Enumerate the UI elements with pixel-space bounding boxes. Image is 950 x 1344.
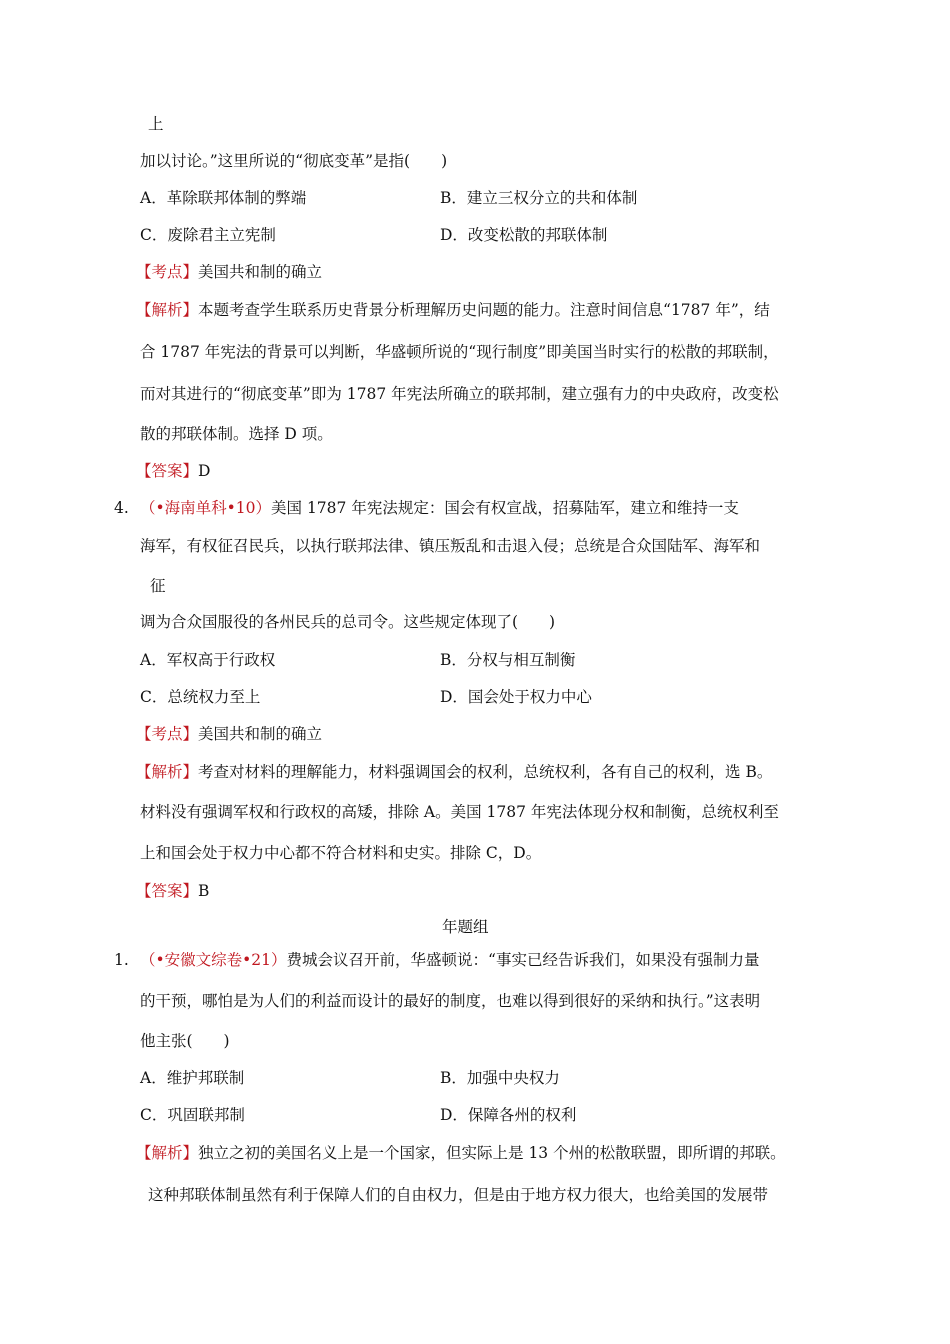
q3-line-0: 上 xyxy=(148,115,164,133)
kaodian-text: 美国共和制的确立 xyxy=(198,263,323,281)
kaodian-tag: 【考点】 xyxy=(136,263,199,281)
daan-text: B xyxy=(198,882,210,900)
kaodian-tag: 【考点】 xyxy=(136,725,199,743)
q4-source: （•海南单科•10） xyxy=(140,499,272,517)
jiexi-tag: 【解析】 xyxy=(136,763,199,781)
q3-option-d: D．改变松散的邦联体制 xyxy=(440,226,608,244)
daan-tag: 【答案】 xyxy=(136,882,199,900)
q3-stem-line: 加以讨论。”这里所说的“彻底变革”是指( ) xyxy=(140,152,448,170)
q4-stem-line-3: 征 xyxy=(150,577,166,595)
q1-stem-line-1: 费城会议召开前，华盛顿说：“事实已经告诉我们，如果没有强制力量 xyxy=(286,951,760,969)
q3-kaodian xyxy=(136,262,322,282)
q1-option-d: D．保障各州的权利 xyxy=(440,1106,577,1124)
q1-source: （•安徽文综卷•21） xyxy=(140,951,287,969)
q3-jiexi-line-3: 而对其进行的“彻底变革”即为 1787 年宪法所确立的联邦制，建立强有力的中央政府，改变松 xyxy=(140,385,779,403)
q4-option-b: B．分权与相互制衡 xyxy=(440,651,576,669)
q1-option-b: B．加强中央权力 xyxy=(440,1069,560,1087)
group-title: 年题组 xyxy=(442,918,489,936)
daan-text: D xyxy=(198,462,211,480)
q4-option-a: A．军权高于行政权 xyxy=(140,651,276,669)
daan-tag: 【答案】 xyxy=(136,462,199,480)
q3-daan xyxy=(136,461,210,481)
jiexi-text: 独立之初的美国名义上是一个国家，但实际上是 13 个州的松散联盟，即所谓的邦联。 xyxy=(198,1144,786,1162)
q4-number: 4. xyxy=(114,499,129,517)
q3-option-a: A．革除联邦体制的弊端 xyxy=(140,189,307,207)
q4-option-d: D．国会处于权力中心 xyxy=(440,688,592,706)
q3-jiexi xyxy=(136,300,770,320)
q4-option-c: C．总统权力至上 xyxy=(140,688,261,706)
q3-jiexi-line-2: 合 1787 年宪法的背景可以判断，华盛顿所说的“现行制度”即美国当时实行的松散的邦联制， xyxy=(140,343,779,361)
q4-stem-line-2: 海军，有权征召民兵，以执行联邦法律、镇压叛乱和击退入侵；总统是合众国陆军、海军和 xyxy=(140,537,761,555)
q4-jiexi-line-3: 上和国会处于权力中心都不符合材料和史实。排除 C，D。 xyxy=(140,844,542,862)
q1-jiexi xyxy=(136,1143,786,1163)
q4-stem-line-1: 美国 1787 年宪法规定：国会有权宣战，招募陆军，建立和维持一支 xyxy=(271,499,739,517)
q3-option-c: C．废除君主立宪制 xyxy=(140,226,276,244)
q4-jiexi xyxy=(136,762,772,782)
q1-number: 1. xyxy=(114,951,129,969)
q4-stem-line-4: 调为合众国服役的各州民兵的总司令。这些规定体现了( ) xyxy=(140,613,556,631)
q4-jiexi-line-2: 材料没有强调军权和行政权的高矮，排除 A。美国 1787 年宪法体现分权和制衡，总统权利至 xyxy=(140,803,779,821)
q1-jiexi-line-2: 这种邦联体制虽然有利于保障人们的自由权力，但是由于地方权力很大，也给美国的发展带 xyxy=(148,1186,769,1204)
kaodian-text: 美国共和制的确立 xyxy=(198,725,323,743)
jiexi-tag: 【解析】 xyxy=(136,1144,199,1162)
jiexi-tag: 【解析】 xyxy=(136,301,199,319)
q1-stem-line-2: 的干预，哪怕是为人们的利益而设计的最好的制度，也难以得到很好的采纳和执行。”这表明 xyxy=(140,992,761,1010)
q1-stem xyxy=(140,950,759,970)
q3-jiexi-line-4: 散的邦联体制。选择 D 项。 xyxy=(140,425,333,443)
q1-option-c: C．巩固联邦制 xyxy=(140,1106,245,1124)
q1-option-a: A．维护邦联制 xyxy=(140,1069,245,1087)
q4-kaodian xyxy=(136,724,322,744)
jiexi-text: 考查对材料的理解能力，材料强调国会的权利，总统权利，各有自己的权利，选 B。 xyxy=(198,763,773,781)
q1-stem-line-3: 他主张( ) xyxy=(140,1032,230,1050)
q4-daan xyxy=(136,881,209,901)
q4-stem xyxy=(140,498,739,518)
jiexi-text: 本题考查学生联系历史背景分析理解历史问题的能力。注意时间信息“1787 年”，结 xyxy=(198,301,770,319)
q3-option-b: B．建立三权分立的共和体制 xyxy=(440,189,638,207)
